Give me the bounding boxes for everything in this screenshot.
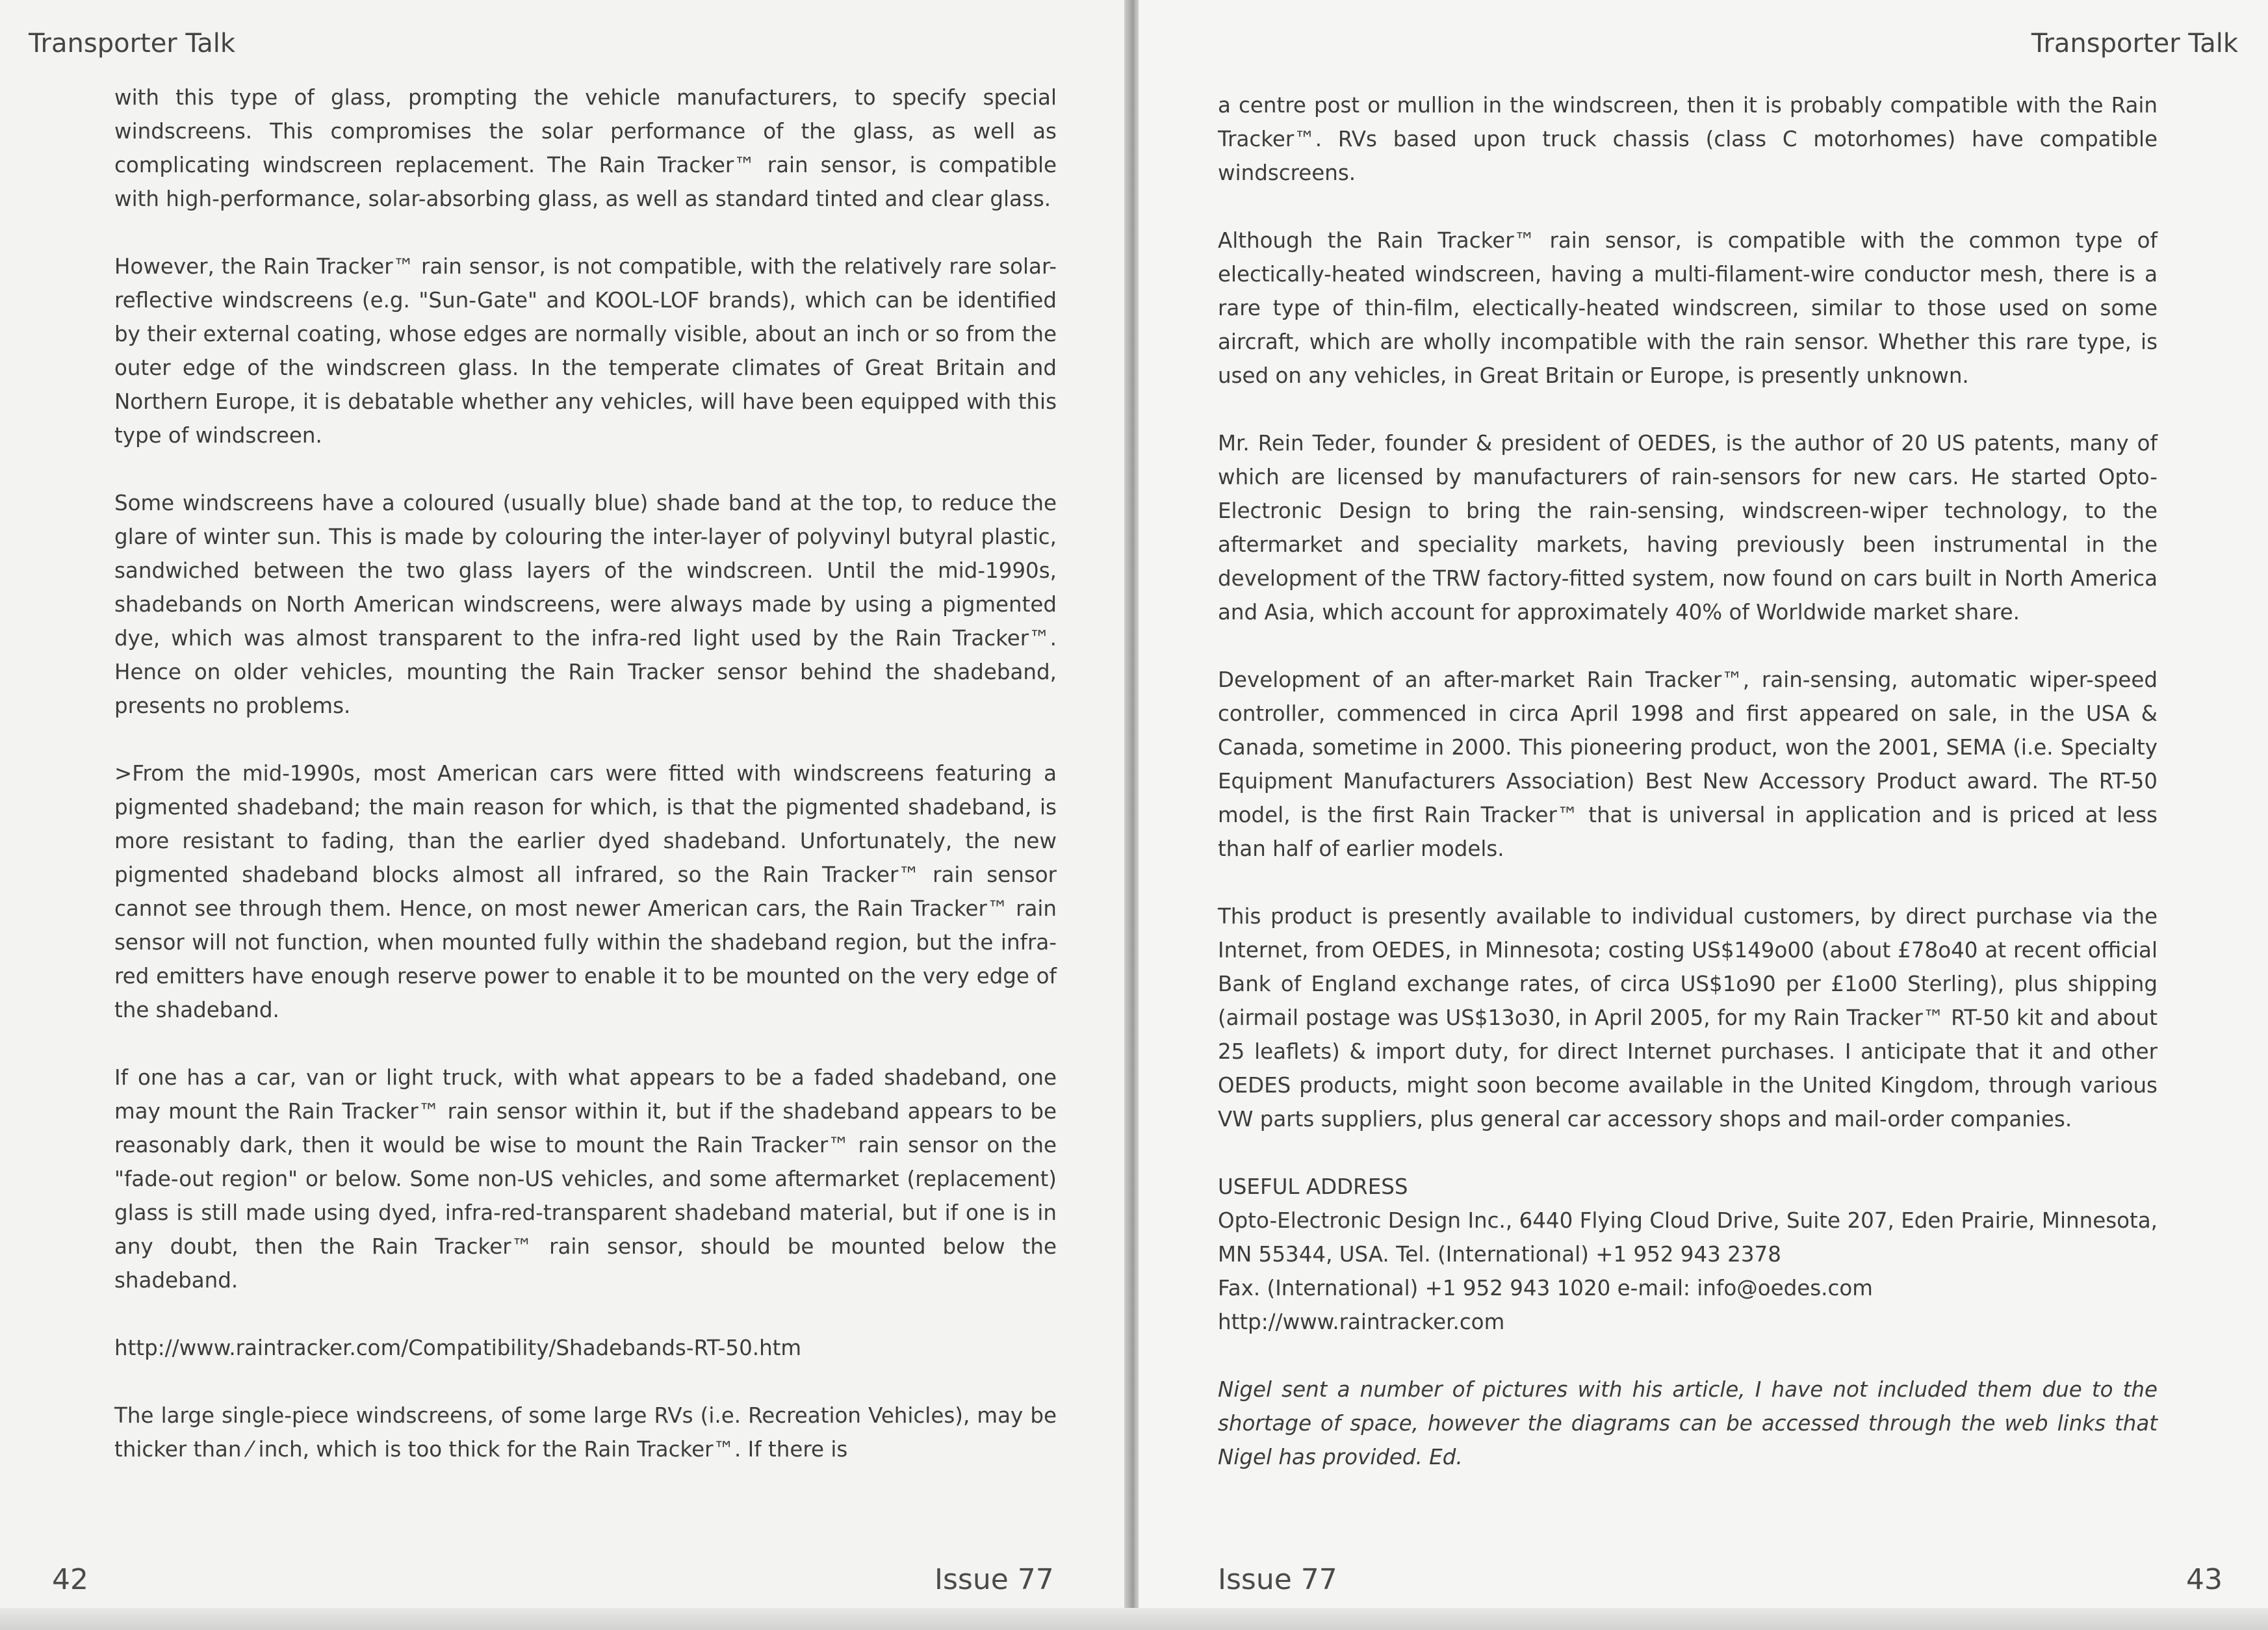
article-column: [1218, 88, 2158, 1474]
paragraph: >From the mid-1990s, most American cars were fitted with windscreens featuring a pigmented shadeband; the main reason for which, is that the pigmented shadeband, is more resistant to fading, than the earlier dyed shadeband. Unfortunately, the new pigmented shadeband blocks almost all infrared, so the Rain Tracker™ rain sensor cannot see through them. Hence, on most newer American cars, the Rain Tracker™ rain sensor will not function, when mounted fully within the shadeband region, but the infra-red emitters have enough reserve power to enable it to be mounted on the very edge of the shadeband.: [114, 761, 1057, 1022]
paragraph: However, the Rain Tracker™ rain sensor, is not compatible, with the relatively rare solar-reflective windscreens (e.g. "Sun-Gate" and KOOL-LOF brands), which can be identified by their external coating, whose edges are normally visible, about an inch or so from the outer edge of the windscreen glass. In the temperate climates of Great Britain and Northern Europe, it is debatable whether any vehicles, will have been equipped with this type of windscreen.: [114, 254, 1057, 448]
paragraph: If one has a car, van or light truck, with what appears to be a faded shadeband, one may mount the Rain Tracker™ rain sensor within it, but if the shadeband appears to be reasonably dark, then it would be wise to mount the Rain Tracker™ rain sensor on the "fade-out region" or below. Some non-US vehicles, and some aftermarket (replacement) glass is still made using dyed, infra-red-transparent shadeband material, but if one is in any doubt, then the Rain Tracker™ rain sensor, should be mounted below the shadeband.: [114, 1065, 1057, 1293]
address-line: Opto-Electronic Design Inc., 6440 Flying Cloud Drive, Suite 207, Eden Prairie, Minnesota, MN 55344, USA. Tel. (International) +1 952 943 2378: [1218, 1208, 2158, 1267]
page-number: 43: [2186, 1563, 2223, 1596]
running-head: Transporter Talk: [2031, 29, 2238, 58]
left-page: [0, 0, 1131, 1630]
right-page: [1139, 0, 2268, 1630]
paragraph: This product is presently available to individual customers, by direct purchase via the Internet, from OEDES, in Minnesota; costing US$149o00 (about £78o40 at recent official Bank of England exchange rates, of circa US$1o90 per £1o00 Sterling), plus shipping (airmail postage was US$13o30, in April 2005, for my Rain Tracker™ RT-50 kit and about 25 leaflets) & import duty, for direct Internet purchases. I anticipate that it and other OEDES products, might soon become available in the United Kingdom, through various VW parts suppliers, plus general car accessory shops and mail-order companies.: [1218, 904, 2158, 1132]
paragraph: Although the Rain Tracker™ rain sensor, is compatible with the common type of electically-heated windscreen, having a multi-filament-wire conductor mesh, there is a rare type of thin-film, electically-heated windscreen, similar to those used on some aircraft, which are wholly incompatible with the rain sensor. Whether this rare type, is used on any vehicles, in Great Britain or Europe, is presently unknown.: [1218, 228, 2158, 388]
issue-label: Issue 77: [1218, 1563, 1337, 1596]
page-bottom-edge: [0, 1608, 2268, 1630]
editor-note: Nigel sent a number of pictures with his article, I have not included them due to the shortage of space, however the diagrams can be accessed through the web links that Nigel has provided. Ed.: [1218, 1377, 2158, 1469]
useful-address: [1218, 1170, 2158, 1339]
reference-url: http://www.raintracker.com/Compatibility/Shadebands-RT-50.htm: [114, 1336, 802, 1360]
running-head: Transporter Talk: [29, 29, 236, 58]
address-line: Fax. (International) +1 952 943 1020 e-mail: info@oedes.com: [1218, 1276, 1873, 1300]
page-number: 42: [52, 1563, 88, 1596]
article-column: [114, 81, 1057, 1466]
paragraph: a centre post or mullion in the windscreen, then it is probably compatible with the Rain Tracker™. RVs based upon truck chassis (class C motorhomes) have compatible windscreens.: [1218, 93, 2158, 185]
issue-label: Issue 77: [934, 1563, 1054, 1596]
paragraph: with this type of glass, prompting the vehicle manufacturers, to specify special windscreens. This compromises the solar performance of the glass, as well as complicating windscreen replacement. The Rain Tracker™ rain sensor, is compatible with high-performance, solar-absorbing glass, as well as standard tinted and clear glass.: [114, 85, 1057, 211]
address-line: http://www.raintracker.com: [1218, 1310, 1505, 1334]
paragraph: Development of an after-market Rain Tracker™, rain-sensing, automatic wiper-speed controller, commenced in circa April 1998 and first appeared on sale, in the USA & Canada, sometime in 2000. This pioneering product, won the 2001, SEMA (i.e. Specialty Equipment Manufacturers Association) Best New Accessory Product award. The RT-50 model, is the first Rain Tracker™ that is universal in application and is priced at less than half of earlier models.: [1218, 667, 2158, 861]
address-heading: USEFUL ADDRESS: [1218, 1174, 1408, 1199]
paragraph: The large single-piece windscreens, of some large RVs (i.e. Recreation Vehicles), may be thicker than ⁄ inch, which is too thick for the Rain Tracker™. If there is: [114, 1403, 1057, 1462]
paragraph: Some windscreens have a coloured (usually blue) shade band at the top, to reduce the glare of winter sun. This is made by colouring the inter-layer of polyvinyl butyral plastic, sandwiched between the two glass layers of the windscreen. Until the mid-1990s, shadebands on North American windscreens, were always made by using a pigmented dye, which was almost transparent to the infra-red light used by the Rain Tracker™. Hence on older vehicles, mounting the Rain Tracker sensor behind the shadeband, presents no problems.: [114, 491, 1057, 718]
paragraph: Mr. Rein Teder, founder & president of OEDES, is the author of 20 US patents, many of which are licensed by manufacturers of rain-sensors for new cars. He started Opto-Electronic Design to bring the rain-sensing, windscreen-wiper technology, to the aftermarket and speciality markets, having previously been instrumental in the development of the TRW factory-fitted system, now found on cars built in North America and Asia, which account for approximately 40% of Worldwide market share.: [1218, 431, 2158, 625]
